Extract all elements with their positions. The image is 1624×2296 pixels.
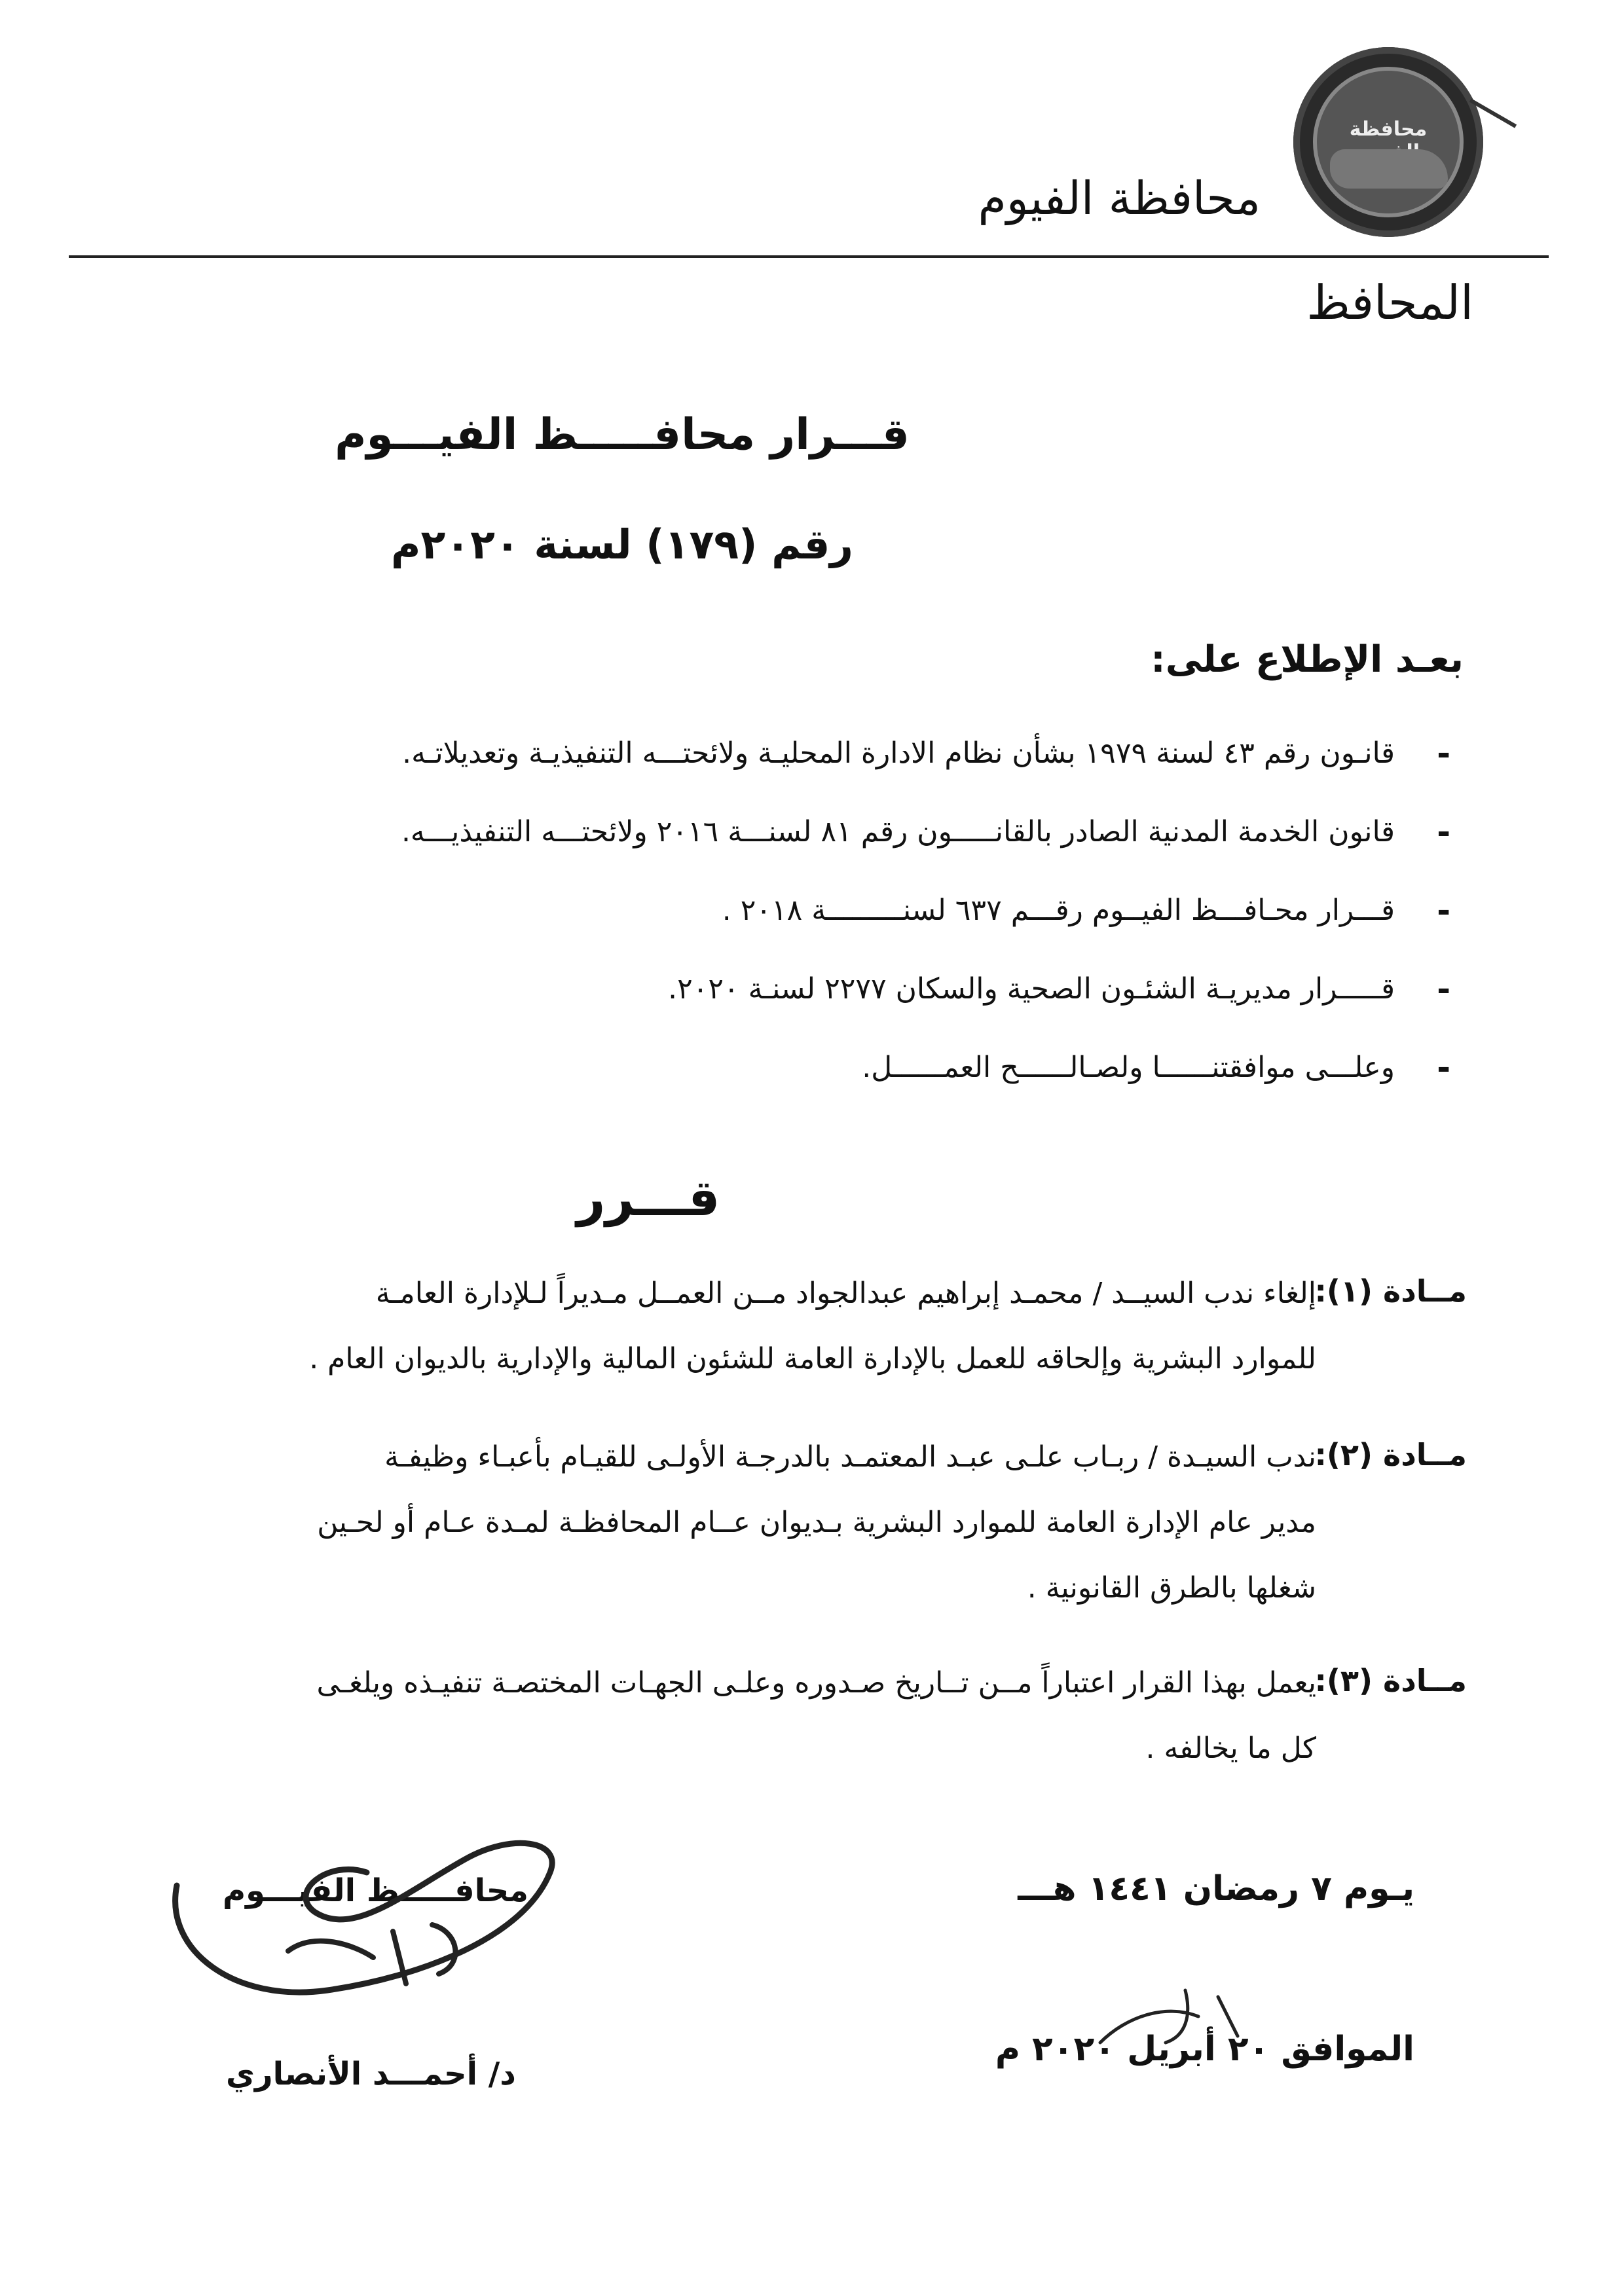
article-line: ندب السيـدة / ربـاب علـى عبـد المعتمـد بالدرجـة الأولـى للقيـام بأعبـاء وظيفـة — [384, 1440, 1316, 1474]
preamble-item: قانـون رقم ٤٣ لسنة ١٩٧٩ بشأن نظام الادارة المحليـة ولائحتـــه التنفيذيـة وتعديلاتـه. — [402, 737, 1395, 770]
article-line: كل ما يخالفه . — [1145, 1732, 1316, 1765]
bullet-dash: - — [1437, 735, 1450, 773]
article-line: إلغاء ندب السيــد / محمـد إبراهيم عبدالجواد مــن العمــل مـديراً لـلإدارة العامـة — [375, 1277, 1316, 1310]
header-divider — [69, 255, 1549, 258]
article-label: مــادة (١): — [1314, 1273, 1467, 1309]
bullet-dash: - — [1437, 1049, 1450, 1087]
handwritten-date-ink-icon — [1087, 1977, 1257, 2056]
preamble-heading: بعـد الإطلاع على: — [1151, 638, 1464, 681]
seal-text: محافظة — [1349, 118, 1428, 141]
article-label: مــادة (٣): — [1314, 1663, 1467, 1698]
governorate-seal — [1293, 47, 1483, 237]
decided-heading: قـــرر — [576, 1169, 720, 1227]
gregorian-date: الموافق ٢٠ أبريل ٢٠٢٠ م — [995, 2030, 1414, 2069]
map-emblem-icon — [1330, 149, 1448, 189]
governorate-name: محافظة الفيوم — [978, 172, 1261, 225]
seal-emblem-icon — [1313, 67, 1464, 217]
preamble-item: وعلـــى موافقتنــــــا ولصـالــــــح العمــــــل. — [862, 1051, 1395, 1084]
preamble-item: قـــرار محـافـــظ الفيــوم رقـــم ٦٣٧ لسنـــــــــة ٢٠١٨ . — [722, 894, 1395, 927]
article-line: شغلها بالطرق القانونية . — [1027, 1571, 1316, 1605]
article-line: مدير عام الإدارة العامة للموارد البشرية بـديوان عــام المحافظـة لمـدة عـام أو لحـين — [317, 1506, 1316, 1539]
article-line: للموارد البشرية وإلحاقه للعمل بالإدارة العامة للشئون المالية والإدارية بالديوان العام . — [309, 1342, 1316, 1376]
bullet-dash: - — [1437, 970, 1450, 1008]
signatory-name: د/ أحمـــد الأنصاري — [226, 2056, 516, 2092]
article-label: مــادة (٢): — [1314, 1437, 1467, 1472]
handwritten-signature-icon — [157, 1833, 563, 2030]
bullet-dash: - — [1437, 892, 1450, 930]
office-title: المحافظ — [1306, 275, 1473, 330]
article-line: يعمل بهذا القرار اعتباراً مــن تــاريخ صـدوره وعلـى الجهـات المختصـة تنفيـذه ويلغـى — [316, 1666, 1316, 1700]
preamble-item: قانون الخدمة المدنية الصادر بالقانـــــون رقم ٨١ لسنـــة ٢٠١٦ ولائحتـــه التنفيذيـــه. — [401, 815, 1395, 848]
decree-title: قـــرار محافـــــظ الفيـــوم — [335, 409, 910, 460]
decree-number: رقم (١٧٩) لسنة ٢٠٢٠م — [391, 520, 853, 568]
signatory-title: محافـــــظ الفيـــوم — [223, 1872, 529, 1909]
hijri-date: يـوم ٧ رمضان ١٤٤١ هـــ — [1018, 1869, 1414, 1908]
preamble-item: قـــــرار مديريـة الشئـون الصحية والسكان ٢٢٧٧ لسنـة ٢٠٢٠. — [668, 972, 1395, 1006]
bullet-dash: - — [1437, 813, 1450, 851]
